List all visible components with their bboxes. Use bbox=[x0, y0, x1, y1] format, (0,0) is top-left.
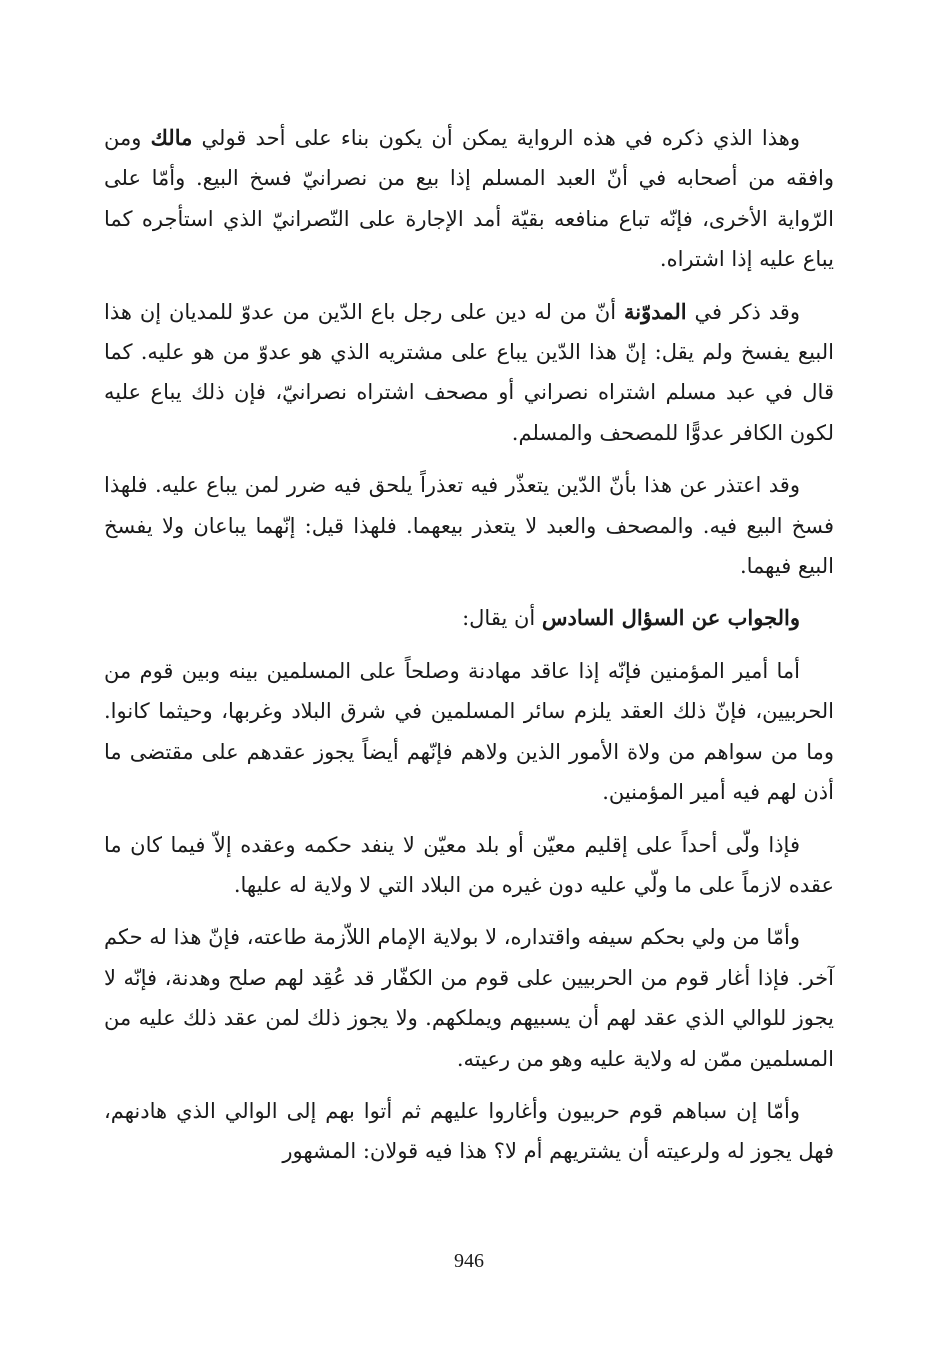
paragraph-3-text: وقد اعتذر عن هذا بأنّ الدّين يتعذّر فيه تعذراً يلحق فيه ضرر لمن يباع عليه. فلهذا فسخ البيع فيه. والمصحف والعبد لا يتعذر بيعهما. فلهذا قيل: إنّهما يباعان ولا يفسخ البيع فيهما. bbox=[104, 473, 834, 579]
paragraph-5: فإذا ولّى أحداً على إقليم معيّن أو بلد معيّن لا ينفد حكمه وعقده إلاّ فيما كان ما عقده لازماً على ما ولّي عليه دون غيره من البلاد التي لا ولاية له عليها. bbox=[104, 832, 834, 897]
paragraph-1-bold-term: مالك bbox=[150, 125, 193, 150]
paragraph-3 bbox=[104, 465, 834, 586]
paragraph-1-text-end: ومن وافقه من أصحابه في أنّ العبد المسلم إذا بيع من نصرانيّ فسخ البيع. وأمّا على الرّواية الأخرى، فإنّه تباع منافعه بقيّة أمد الإجارة على النّصرانيّ الذي استأجره كما يباع عليه إذا اشتراه. bbox=[104, 126, 834, 272]
section-heading bbox=[104, 598, 834, 638]
paragraph-1-text-start: وهذا الذي ذكره في هذه الرواية يمكن أن يكون بناء على أحد قولي bbox=[192, 126, 800, 150]
page-body bbox=[104, 118, 834, 1184]
paragraph-2-text-start: وقد ذكر في bbox=[686, 299, 800, 324]
page-number: 946 bbox=[454, 1250, 484, 1272]
section-heading-bold: والجواب عن السؤال السادس bbox=[541, 605, 800, 631]
paragraph-7: وأمّا إن سباهم قوم حربيون وأغاروا عليهم ثم أتوا بهم إلى الوالي الذي هادنهم، فهل يجوز له ولرعيته أن يشتريهم أم لا؟ هذا فيه قولان: المشهور bbox=[104, 1098, 834, 1164]
paragraph-2-bold-term: المدوّنة bbox=[624, 298, 687, 324]
section-heading-rest: أن يقال: bbox=[462, 606, 542, 631]
paragraph-2 bbox=[104, 292, 834, 454]
paragraph-6: وأمّا من ولي بحكم سيفه واقتداره، لا بولاية الإمام اللاّزمة طاعته، فإنّ هذا له حكم آخر. فإذا أغار قوم من الحربيين على قوم من الكفّار قد عُقِد لهم صلح وهدنة، فإنّه لا يجوز للوالي الذي عقد لهم أن يسبيهم ويملكهم. ولا يجوز ذلك لمن عقد ذلك عليه من المسلمين ممّن له ولاية عليه وهو من رعيته. bbox=[104, 925, 834, 1071]
paragraph-1 bbox=[104, 118, 834, 280]
paragraph-2-text-end: أنّ من له دين على رجل باع الدّين من عدوّ للمديان إن هذا البيع يفسخ ولم يقل: إنّ هذا الدّين يباع على مشتريه الذي هو عدوّ من هو عليه. كما قال في عبد مسلم اشتراه نصراني أو مصحف اشتراه نصرانيّ، فإن ذلك يباع عليه لكون الكافر عدوًّا للمصحف والمسلم. bbox=[104, 299, 834, 445]
paragraph-4: أما أمير المؤمنين فإنّه إذا عاقد مهادنة وصلحاً على المسلمين بينه وبين قوم من الحربيين، فإنّ ذلك العقد يلزم سائر المسلمين في شرق البلاد وغربها، وحيثما كانوا. وما من سواهم من ولاة الأمور الذين ولاهم فإنّهم أيضاً يجوز عقدهم على مقتضى ما أذن لهم فيه أمير المؤمنين. bbox=[104, 658, 834, 805]
